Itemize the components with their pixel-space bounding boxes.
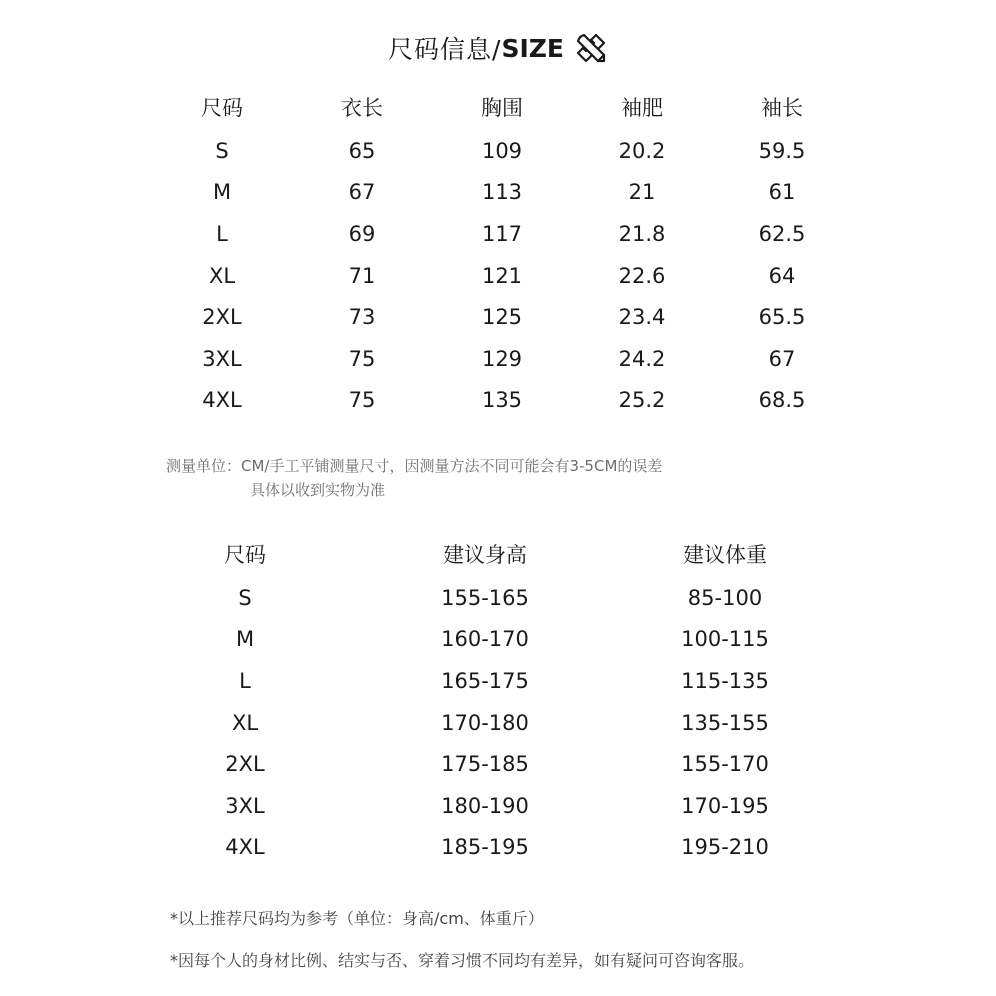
table-cell: 68.5 [758, 388, 806, 413]
table-row [152, 296, 852, 338]
title-chinese: 尺码信息/ [388, 35, 502, 64]
footnote-reference: *以上推荐尺码均为参考（单位：身高/cm、体重斤） [170, 909, 544, 928]
table-cell: 117 [481, 221, 523, 246]
table-cell: 69 [348, 221, 376, 246]
table-cell: 115-135 [681, 668, 769, 693]
table-cell: L [239, 668, 251, 693]
footnote-disclaimer: *因每个人的身材比例、结实与否、穿着习惯不同均有差异，如有疑问可咨询客服。 [170, 951, 755, 970]
table-row [152, 338, 852, 380]
column-header: 胸围 [481, 96, 523, 120]
table-cell: 21.8 [618, 221, 666, 246]
table-cell: 121 [481, 263, 523, 288]
column-header: 袖肥 [621, 96, 663, 120]
table-cell: 160-170 [441, 627, 529, 652]
table-row [125, 827, 845, 869]
table-row [125, 577, 845, 619]
table-cell: 67 [348, 180, 376, 205]
table-cell: 2XL [225, 752, 265, 777]
table-cell: 24.2 [618, 346, 666, 371]
table-cell: 113 [481, 180, 523, 205]
table-row [152, 255, 852, 297]
table-cell: 73 [348, 305, 376, 330]
table-cell: 67 [768, 346, 796, 371]
table-cell: XL [208, 263, 236, 288]
table-cell: 109 [481, 138, 523, 163]
table-cell: 2XL [202, 305, 242, 330]
table-cell: 62.5 [758, 221, 806, 246]
table-cell: 4XL [225, 835, 265, 860]
table-row [125, 702, 845, 744]
table-row [125, 619, 845, 661]
table-cell: 100-115 [681, 627, 769, 652]
table-cell: 185-195 [441, 835, 529, 860]
table-cell: 180-190 [441, 793, 529, 818]
table-row [152, 130, 852, 172]
table-cell: 65.5 [758, 305, 806, 330]
column-header: 建议身高 [443, 543, 527, 567]
table-cell: 155-170 [681, 752, 769, 777]
table-header-row [125, 531, 845, 577]
table-cell: 75 [348, 388, 376, 413]
table-cell: 195-210 [681, 835, 769, 860]
column-header: 袖长 [761, 96, 803, 120]
table-cell: 155-165 [441, 585, 529, 610]
table-cell: 21 [628, 180, 656, 205]
table-cell: 4XL [202, 388, 242, 413]
table-cell: 85-100 [687, 585, 763, 610]
table-cell: 23.4 [618, 305, 666, 330]
table-cell: 175-185 [441, 752, 529, 777]
measurement-table [152, 84, 852, 421]
table-cell: 65 [348, 138, 376, 163]
table-cell: 170-180 [441, 710, 529, 735]
table-cell: L [216, 221, 228, 246]
column-header: 衣长 [341, 96, 383, 120]
table-cell: 170-195 [681, 793, 769, 818]
table-cell: 3XL [225, 793, 265, 818]
ruler-pencil-icon [574, 31, 608, 65]
table-cell: 129 [481, 346, 523, 371]
table-cell: 61 [768, 180, 796, 205]
measurement-note [166, 454, 866, 502]
table-cell: 75 [348, 346, 376, 371]
table-cell: 165-175 [441, 668, 529, 693]
table-row [125, 743, 845, 785]
table-cell: 59.5 [758, 138, 806, 163]
measurement-note-line2: 具体以收到实物为准 [250, 481, 386, 499]
measurement-note-line1: 测量单位：CM/手工平铺测量尺寸，因测量方法不同可能会有3-5CM的误差 [166, 457, 663, 475]
table-row [125, 785, 845, 827]
table-row [152, 172, 852, 214]
table-header-row [152, 84, 852, 130]
table-cell: M [235, 627, 255, 652]
table-cell: XL [231, 710, 259, 735]
table-cell: 71 [348, 263, 376, 288]
table-cell: 125 [481, 305, 523, 330]
title-english: SIZE [501, 33, 564, 63]
table-row [152, 380, 852, 422]
column-header: 尺码 [201, 96, 243, 120]
table-cell: 22.6 [618, 263, 666, 288]
page-title [0, 28, 996, 68]
recommendation-table [125, 531, 845, 868]
table-cell: 3XL [202, 346, 242, 371]
table-cell: M [212, 180, 232, 205]
table-cell: 20.2 [618, 138, 666, 163]
table-row [152, 213, 852, 255]
table-cell: 135-155 [681, 710, 769, 735]
table-cell: 25.2 [618, 388, 666, 413]
table-cell: S [215, 138, 229, 163]
table-row [125, 660, 845, 702]
table-cell: 64 [768, 263, 796, 288]
column-header: 建议体重 [683, 543, 767, 567]
table-cell: 135 [481, 388, 523, 413]
table-cell: S [238, 585, 252, 610]
column-header: 尺码 [224, 543, 266, 567]
